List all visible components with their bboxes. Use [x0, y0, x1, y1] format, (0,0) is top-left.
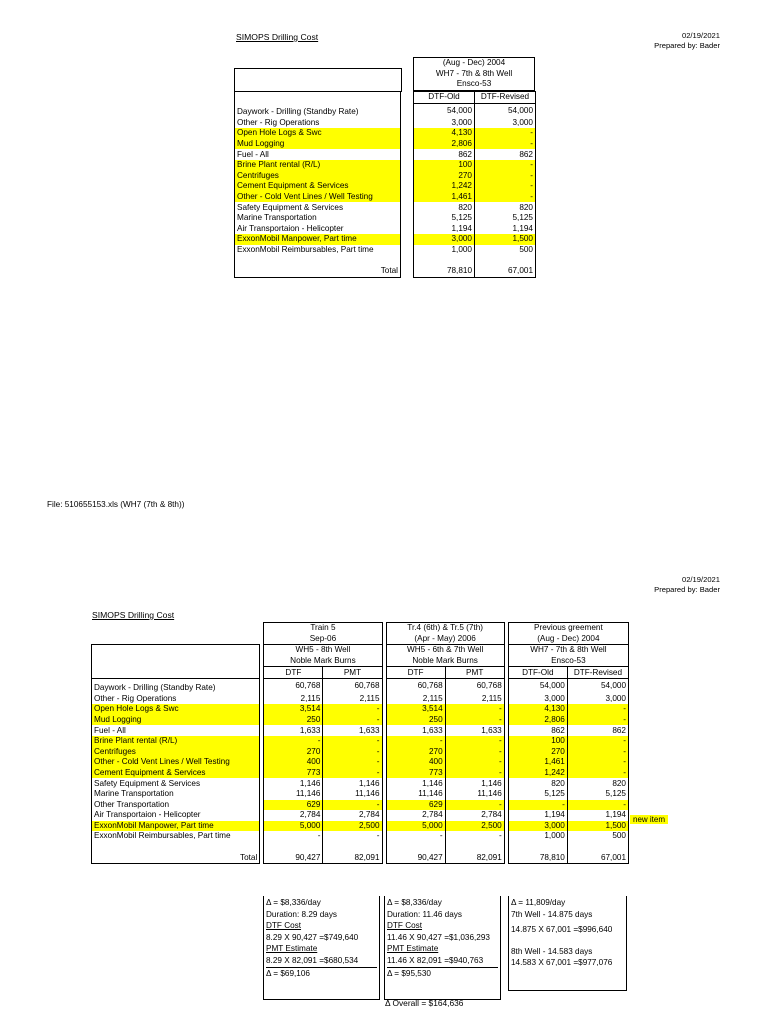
table1-row-label: Open Hole Logs & Swc [235, 128, 401, 139]
table2-cell: 3,000 [508, 694, 567, 705]
table2-cell: 500 [567, 831, 628, 842]
table2-total-cell: 90,427 [264, 852, 323, 863]
table2-cell: 862 [508, 725, 567, 736]
table2-cell: 1,633 [323, 725, 382, 736]
notes-line: Δ = $69,106 [266, 967, 377, 980]
notes-line: 8.29 X 90,427 =$749,640 [266, 932, 359, 942]
table2-cell: 3,514 [386, 704, 445, 715]
table2-cell: - [567, 736, 628, 747]
notes-line: PMT Estimate [387, 944, 439, 954]
page2-title: SIMOPS Drilling Cost [92, 610, 175, 620]
table1-cell-old: 100 [414, 160, 475, 171]
table1-head-rig: Ensco-53 [414, 79, 535, 90]
table2-cell: 3,000 [567, 694, 628, 705]
table1-row-label: Cement Equipment & Services [235, 181, 401, 192]
table2-row-label: Other - Cold Vent Lines / Well Testing [92, 757, 260, 768]
page1-title: SIMOPS Drilling Cost [236, 32, 319, 42]
table2-group-header: (Aug - Dec) 2004 [508, 634, 628, 645]
file-line: File: 510655153.xls (WH7 (7th & 8th)) [47, 500, 185, 509]
table1-row-label: Marine Transportation [235, 213, 401, 224]
table1-col-header: DTF-Old [414, 92, 475, 104]
notes-col2 [384, 896, 501, 1000]
table1-cell-old: 1,461 [414, 192, 475, 203]
table2-cell: - [445, 704, 504, 715]
table2-row [92, 725, 629, 736]
table2-cell: 100 [508, 736, 567, 747]
table1-row [235, 171, 536, 182]
table1-row [235, 192, 536, 203]
table2-cell: 60,768 [386, 678, 445, 693]
table1-cell-revised: 862 [475, 149, 536, 160]
table1-row-label: Fuel - All [235, 149, 401, 160]
table2-cell: 1,000 [508, 831, 567, 842]
table2-row-label: Safety Equipment & Services [92, 778, 260, 789]
notes-line: Δ = $95,530 [387, 967, 498, 980]
table2-cell: 1,461 [508, 757, 567, 768]
table2-cell: 60,768 [445, 678, 504, 693]
table2-cell: 54,000 [508, 678, 567, 693]
table2-cell: 270 [508, 747, 567, 758]
table2-total-label: Total [92, 852, 260, 863]
table2-cell: - [445, 715, 504, 726]
table2-cell: - [264, 736, 323, 747]
table2-cell: - [567, 757, 628, 768]
table2-row [92, 810, 629, 821]
table2 [91, 622, 629, 864]
table2-group-header: Previous greement [508, 623, 628, 634]
table2-cell: 4,130 [508, 704, 567, 715]
table2-cell: - [323, 747, 382, 758]
table1-total-label: Total [235, 266, 401, 277]
table2-row-label: Brine Plant rental (R/L) [92, 736, 260, 747]
table1-row [235, 245, 536, 256]
table2-cell: 1,194 [508, 810, 567, 821]
table2-cell: 1,633 [445, 725, 504, 736]
table2-cell: - [445, 831, 504, 842]
table2-cell: 11,146 [445, 789, 504, 800]
table2-cell: 1,146 [264, 778, 323, 789]
table2-cell: 1,500 [567, 821, 628, 832]
table1-row-label: Other - Rig Operations [235, 118, 401, 129]
table2-cell: - [567, 704, 628, 715]
table2-row [92, 821, 629, 832]
table2-cell: - [445, 800, 504, 811]
table1-cell-revised: - [475, 181, 536, 192]
table1-row [235, 160, 536, 171]
table2-group-header: Ensco-53 [508, 656, 628, 667]
table2-cell: 1,146 [386, 778, 445, 789]
table2-row-label: ExxonMobil Reimbursables, Part time [92, 831, 260, 842]
table2-total-cell: 90,427 [386, 852, 445, 863]
notes-line: Duration: 8.29 days [266, 909, 338, 919]
table1-cell-revised: - [475, 160, 536, 171]
table2-cell: - [445, 747, 504, 758]
table1-head-well: WH7 - 7th & 8th Well [414, 69, 535, 80]
table2-cell: - [386, 831, 445, 842]
table1-row-label: Daywork - Drilling (Standby Rate) [235, 103, 401, 118]
table1-cell-revised: - [475, 192, 536, 203]
table2-cell: 2,115 [264, 694, 323, 705]
table2-row-label: Centrifuges [92, 747, 260, 758]
table2-cell: - [386, 736, 445, 747]
table2-group-header: Noble Mark Burns [264, 656, 382, 667]
table2-total-cell: 78,810 [508, 852, 567, 863]
table2-group-header: Sep-06 [264, 634, 382, 645]
table2-cell: 3,000 [508, 821, 567, 832]
table1-cell-old: 1,194 [414, 224, 475, 235]
table2-cell: - [323, 736, 382, 747]
table2-cell: - [445, 736, 504, 747]
table2-cell: 400 [264, 757, 323, 768]
table1-cell-old: 270 [414, 171, 475, 182]
table2-cell: 5,125 [567, 789, 628, 800]
table2-cell: - [567, 768, 628, 779]
table2-cell: 1,633 [386, 725, 445, 736]
table2-col-header: DTF-Old [508, 667, 567, 679]
table1-row-label: Mud Logging [235, 139, 401, 150]
table1-cell-old: 3,000 [414, 234, 475, 245]
table1-cell-revised: 500 [475, 245, 536, 256]
table1-row-label: ExxonMobil Reimbursables, Part time [235, 245, 401, 256]
table2-row [92, 715, 629, 726]
table2-cell: - [323, 800, 382, 811]
notes-line: Δ = 11,809/day [511, 898, 566, 907]
table2-cell: 1,242 [508, 768, 567, 779]
table2-row [92, 800, 629, 811]
table2-cell: 250 [386, 715, 445, 726]
table2-row [92, 704, 629, 715]
table2-total-cell: 82,091 [323, 852, 382, 863]
table2-row-label: Mud Logging [92, 715, 260, 726]
table2-col-header: PMT [445, 667, 504, 679]
table2-group-header: WH7 - 7th & 8th Well [508, 645, 628, 656]
table1-row [235, 118, 536, 129]
table1-row [235, 139, 536, 150]
table1-cell-old: 3,000 [414, 118, 475, 129]
table2-cell: 2,784 [323, 810, 382, 821]
table2-col-header: DTF [264, 667, 323, 679]
table2-cell: 54,000 [567, 678, 628, 693]
table2-group-header: Noble Mark Burns [386, 656, 504, 667]
table1-row [235, 128, 536, 139]
table1-row [235, 181, 536, 192]
table2-cell: 250 [264, 715, 323, 726]
table2-cell: 2,784 [445, 810, 504, 821]
table1-cell-revised: 5,125 [475, 213, 536, 224]
table1-row-label: ExxonMobil Manpower, Part time [235, 234, 401, 245]
table1-total-row [235, 266, 536, 277]
table1-row [235, 103, 536, 118]
table2-cell: 11,146 [264, 789, 323, 800]
table2-row-label: Daywork - Drilling (Standby Rate) [92, 678, 260, 693]
table1-row-label: Safety Equipment & Services [235, 202, 401, 213]
table2-row [92, 678, 629, 693]
notes-line: Δ = $8,336/day [266, 898, 321, 907]
table1-cell-revised: 1,194 [475, 224, 536, 235]
table2-cell: 270 [386, 747, 445, 758]
table2-row [92, 789, 629, 800]
table2-col-header: PMT [323, 667, 382, 679]
table2-row [92, 694, 629, 705]
notes-line: 14.583 X 67,001 =$977,076 [511, 958, 613, 968]
table2-cell: 400 [386, 757, 445, 768]
table1-total-revised: 67,001 [475, 266, 536, 277]
table2-group-header: WH5 - 6th & 7th Well [386, 645, 504, 656]
table2-row [92, 747, 629, 758]
table1-col-header: DTF-Revised [475, 92, 536, 104]
table1-cell-revised: 54,000 [475, 103, 536, 118]
table2-cell: 629 [264, 800, 323, 811]
table2-cell: 2,115 [445, 694, 504, 705]
table1-row [235, 202, 536, 213]
table2-group-header: WH5 - 8th Well [264, 645, 382, 656]
table2-cell: 1,146 [445, 778, 504, 789]
table1-cell-revised: - [475, 171, 536, 182]
table1-cell-revised: 3,000 [475, 118, 536, 129]
table2-cell: 2,806 [508, 715, 567, 726]
notes-line: PMT Estimate [266, 944, 318, 954]
table2-cell: 1,146 [323, 778, 382, 789]
table2-total-cell: 67,001 [567, 852, 628, 863]
page2-date: 02/19/2021 [681, 575, 720, 584]
notes-line: Δ = $8,336/day [387, 898, 442, 907]
table2-cell: 60,768 [323, 678, 382, 693]
table1-cell-old: 4,130 [414, 128, 475, 139]
table2-cell: 1,194 [567, 810, 628, 821]
table2-row-label: Fuel - All [92, 725, 260, 736]
table1-row [235, 149, 536, 160]
table2-row [92, 736, 629, 747]
table2-cell: 773 [386, 768, 445, 779]
notes-line: 14.875 X 67,001 =$996,640 [511, 925, 613, 935]
table2-cell: 5,000 [264, 821, 323, 832]
table2-cell: 862 [567, 725, 628, 736]
table2-cell: - [323, 768, 382, 779]
table2-cell: 11,146 [323, 789, 382, 800]
table2-cell: 5,000 [386, 821, 445, 832]
table2-cell: 773 [264, 768, 323, 779]
table2-cell: - [445, 768, 504, 779]
table1-cell-revised: 820 [475, 202, 536, 213]
table2-col-header: DTF [386, 667, 445, 679]
notes-line: 11.46 X 82,091 =$940,763 [387, 955, 484, 965]
table1-cell-revised: - [475, 128, 536, 139]
table2-cell: - [323, 757, 382, 768]
table2-row-label: ExxonMobil Manpower, Part time [92, 821, 260, 832]
table2-cell: 5,125 [508, 789, 567, 800]
table2-cell: - [323, 831, 382, 842]
table1-head-period: (Aug - Dec) 2004 [414, 58, 535, 69]
notes-col1 [263, 896, 380, 1000]
table1-cell-old: 54,000 [414, 103, 475, 118]
table2-cell: 2,784 [386, 810, 445, 821]
table2-cell: 60,768 [264, 678, 323, 693]
table2-cell: - [567, 747, 628, 758]
table1-cell-old: 1,242 [414, 181, 475, 192]
table2-group-header: Tr.4 (6th) & Tr.5 (7th) [386, 623, 504, 634]
table2-col-header: DTF-Revised [567, 667, 628, 679]
table1-cell-revised: 1,500 [475, 234, 536, 245]
table2-cell: 2,500 [323, 821, 382, 832]
notes-line: 7th Well - 14.875 days [511, 909, 593, 919]
table2-cell: 820 [508, 778, 567, 789]
table1-row-label: Air Transportaion - Helicopter [235, 224, 401, 235]
notes-line: DTF Cost [387, 921, 423, 931]
table1-cell-old: 2,806 [414, 139, 475, 150]
table2-cell: - [567, 715, 628, 726]
table2-group-header: Train 5 [264, 623, 382, 634]
table1-cell-old: 1,000 [414, 245, 475, 256]
table1-label-box [234, 68, 402, 92]
table1-row-label: Centrifuges [235, 171, 401, 182]
table2-cell: 629 [386, 800, 445, 811]
table2-cell: - [445, 757, 504, 768]
notes-line: 8th Well - 14.583 days [511, 946, 593, 956]
table2-cell: 1,633 [264, 725, 323, 736]
table2-row [92, 757, 629, 768]
table2-cell: 2,115 [323, 694, 382, 705]
table2-cell: - [323, 704, 382, 715]
notes-col3 [508, 896, 627, 991]
notes-line: DTF Cost [266, 921, 302, 931]
table2-row [92, 768, 629, 779]
page1-prepared-by: Prepared by: Bader [654, 40, 720, 50]
table1-cell-old: 820 [414, 202, 475, 213]
table2-cell: 2,784 [264, 810, 323, 821]
notes-line: 8.29 X 82,091 =$680,534 [266, 955, 359, 965]
table2-total-row [92, 852, 629, 863]
table1-row [235, 224, 536, 235]
table1-row [235, 234, 536, 245]
table1-row [235, 213, 536, 224]
table2-total-cell: 82,091 [445, 852, 504, 863]
table1-total-old: 78,810 [414, 266, 475, 277]
table2-cell: 2,115 [386, 694, 445, 705]
new-item-note: new item [630, 815, 668, 824]
table1-cell-revised: - [475, 139, 536, 150]
table1 [234, 91, 536, 278]
table2-row-label: Air Transportaion - Helicopter [92, 810, 260, 821]
table2-row-label: Open Hole Logs & Swc [92, 704, 260, 715]
table2-row-label: Cement Equipment & Services [92, 768, 260, 779]
table2-cell: 11,146 [386, 789, 445, 800]
table1-cell-old: 862 [414, 149, 475, 160]
table2-cell: - [323, 715, 382, 726]
table2-cell: 270 [264, 747, 323, 758]
table2-cell: 2,500 [445, 821, 504, 832]
table2-group-header: (Apr - May) 2006 [386, 634, 504, 645]
table2-row-label: Other - Rig Operations [92, 694, 260, 705]
page1-meta [654, 31, 720, 50]
table2-row-label: Marine Transportation [92, 789, 260, 800]
table1-row-label: Other - Cold Vent Lines / Well Testing [235, 192, 401, 203]
page2-meta [654, 575, 720, 594]
table2-row [92, 778, 629, 789]
table1-cell-old: 5,125 [414, 213, 475, 224]
table2-cell: - [264, 831, 323, 842]
overall-delta: Δ Overall = $164,636 [385, 998, 464, 1008]
notes-line: Duration: 11.46 days [387, 909, 462, 919]
table2-cell: - [567, 800, 628, 811]
table2-cell: - [508, 800, 567, 811]
page1-date: 02/19/2021 [681, 31, 720, 40]
page2-prepared-by: Prepared by: Bader [654, 584, 720, 594]
table2-cell: 3,514 [264, 704, 323, 715]
table2-cell: 820 [567, 778, 628, 789]
notes-line: 11.46 X 90,427 =$1,036,293 [387, 932, 490, 942]
table2-row [92, 831, 629, 842]
table2-row-label: Other Transportation [92, 800, 260, 811]
table1-header [413, 57, 535, 91]
table1-row-label: Brine Plant rental (R/L) [235, 160, 401, 171]
